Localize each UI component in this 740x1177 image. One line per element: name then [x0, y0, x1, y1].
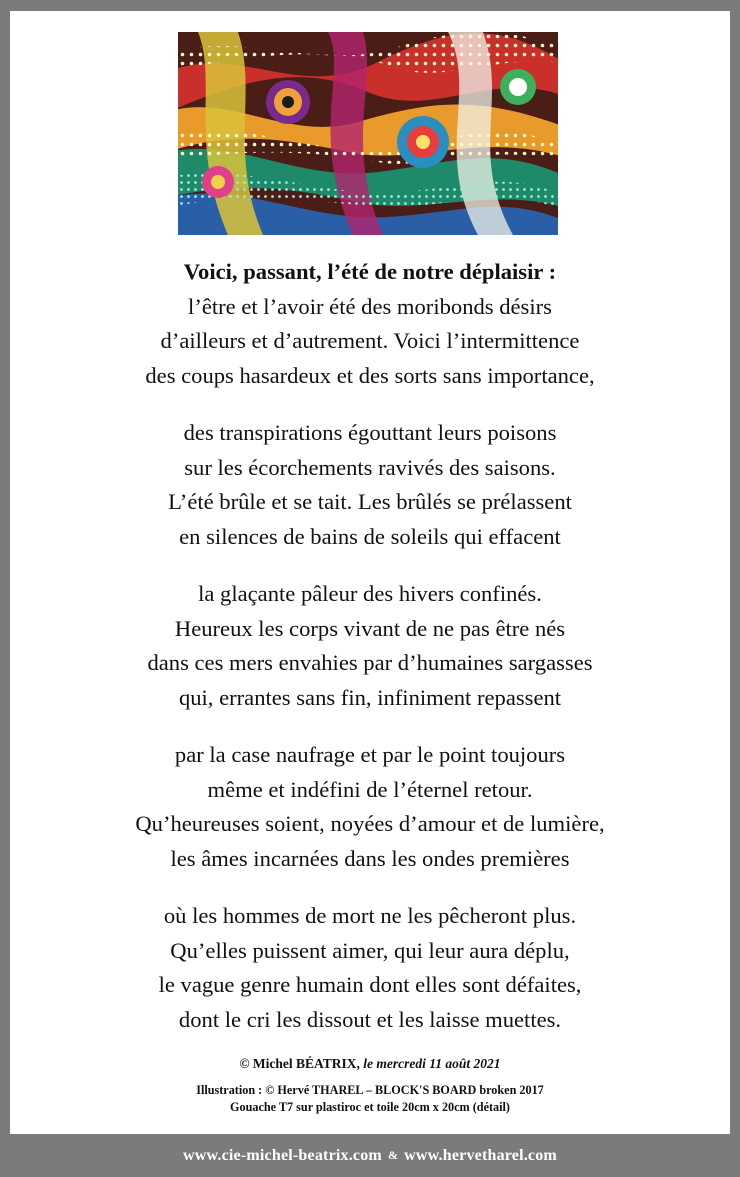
- poem-line: des transpirations égouttant leurs poisons: [183, 420, 557, 445]
- poem-line: qui, errantes sans fin, infiniment repassent: [178, 684, 562, 710]
- poem-line: L’été brûle et se tait. Les brûlés se prélassent: [168, 489, 572, 514]
- stanza: [10, 899, 730, 1037]
- illustration-credit: [10, 1082, 730, 1116]
- signature-line: [10, 1054, 730, 1074]
- poem-line: Qu’heureuses soient, noyées d’amour et de lumière,: [135, 811, 605, 836]
- stanza: [10, 577, 730, 715]
- poem-line: même et indéfini de l’éternel retour.: [207, 776, 533, 802]
- poem-line: les âmes incarnées dans les ondes premières: [170, 845, 570, 871]
- author-credit: © Michel BÉATRIX,: [239, 1056, 360, 1071]
- poem-line: Qu’elles puissent aimer, qui leur aura déplu,: [170, 937, 570, 963]
- poem-text: [10, 255, 730, 1060]
- stanza: [10, 255, 730, 393]
- poem-line: l’être et l’avoir été des moribonds désirs: [188, 293, 552, 319]
- poem-line: où les hommes de mort ne les pêcheront plus.: [163, 903, 577, 928]
- poem-title: Voici, passant, l’été de notre déplaisir :: [183, 259, 557, 284]
- poem-line: Heureux les corps vivant de ne pas être nés: [174, 615, 566, 641]
- footer-link-herve-tharel[interactable]: www.hervetharel.com: [404, 1146, 557, 1164]
- credits: [10, 1054, 730, 1116]
- illustration-credit-title: Illustration : © Hervé THAREL – BLOCK'S BOARD broken 2017: [196, 1083, 544, 1097]
- stanza: [10, 416, 730, 554]
- painting-graphic: [178, 32, 558, 235]
- poem-date: le mercredi 11 août 2021: [363, 1056, 501, 1071]
- poem-line: le vague genre humain dont elles sont défaites,: [158, 972, 582, 997]
- footer-link-michel-beatrix[interactable]: www.cie-michel-beatrix.com: [183, 1146, 382, 1164]
- illustration-credit-medium: Gouache T7 sur plastiroc et toile 20cm x 20cm (détail): [230, 1100, 510, 1114]
- poem-line: dans ces mers envahies par d’humaines sargasses: [147, 650, 593, 675]
- poem-line: en silences de bains de soleils qui effacent: [179, 523, 561, 549]
- poem-line: des coups hasardeux et des sorts sans importance,: [145, 362, 595, 388]
- poem-line: la glaçante pâleur des hivers confinés.: [198, 581, 542, 606]
- illustration-image: [178, 32, 558, 235]
- footer-bar: [0, 1134, 740, 1177]
- poem-line: sur les écorchements ravivés des saisons.: [184, 454, 556, 480]
- poem-line: d’ailleurs et d’autrement. Voici l’intermittence: [160, 328, 580, 353]
- stanza: [10, 738, 730, 876]
- footer-separator: &: [387, 1148, 399, 1162]
- poem-card: [10, 11, 730, 1134]
- poem-line: par la case naufrage et par le point toujours: [174, 742, 566, 767]
- poem-line: dont le cri les dissout et les laisse muettes.: [178, 1006, 562, 1032]
